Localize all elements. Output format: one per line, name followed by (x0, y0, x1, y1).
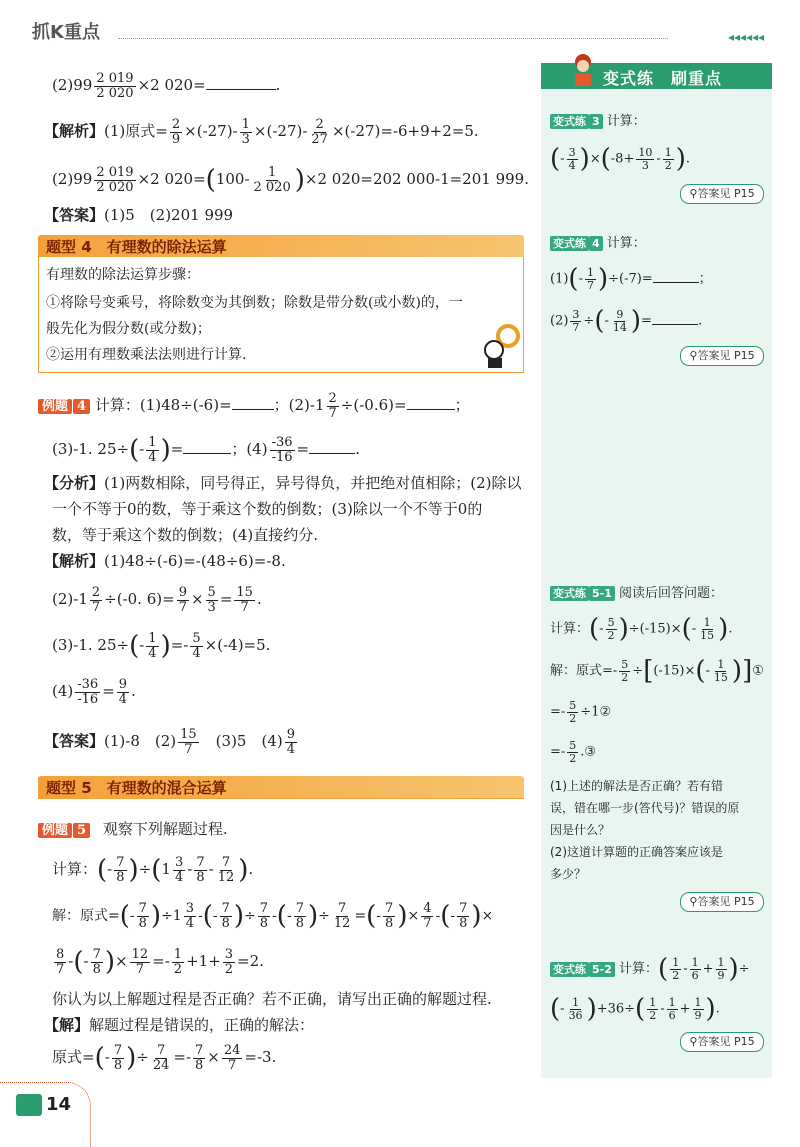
example-5-calc: 计算：(- $\frac{7}{8}$ )÷(1 $\frac{3}{4}$ - $\frac{7}{8}$ - $\frac{7}{12}$ ). (52, 855, 254, 886)
solution-4-line-4: (4) $\frac{-36}{-16}$ = $\frac{9}{4}$ . (52, 677, 136, 707)
sidebar-panel (541, 63, 772, 1078)
answer-4: 【答案】(1)-8 (2) $\frac{15}{7}$ (3)5 (4) $\frac{9}{4}$ (44, 727, 295, 757)
solution-1: 【解析】(1)原式= $\frac{2}{9}$ ×(-27)- $\frac{1}{3}$ ×(-27)- $\frac{2}{27}$ ×(-27)=-6+9+2=5. (44, 117, 479, 147)
variant-5-1-q5: 多少？ (550, 867, 587, 881)
variant-5-2-line-1: 变式练 5-2 计算：( $\frac{1}{2}$ - $\frac{1}{6}$ + $\frac{1}{9}$ )÷ (550, 956, 750, 982)
example-4-line-2: (3)-1. 25÷(- $\frac{1}{4}$ )= ；(4) $\frac{-36}{-16}$ = . (52, 435, 360, 466)
variant-4-line-1: (1)(- $\frac{1}{7}$ )÷(-7)= ； (550, 264, 712, 294)
variant-3-title: 变式练 3 计算： (550, 112, 646, 132)
type-5-banner: 题型 5 有理数的混合运算 (38, 776, 524, 798)
answer-link-v51[interactable]: ⚲答案见 P15 (680, 892, 764, 912)
type-4-line-3: 般先化为假分数(或分数)； (46, 321, 211, 337)
variant-5-1-q3: 因是什么？ (550, 823, 611, 837)
example-5-title: 例题 5 观察下列解题过程. (38, 818, 228, 842)
type-4-line-1: 有理数的除法运算步骤： (46, 267, 200, 283)
solution-2: (2)99 $\frac{2 019}{2 020}$ ×2 020=(100- $\frac{1}{2 020}$ )×2 020=202 000-1=201 999. (52, 165, 529, 196)
example-4-line-1: 例题 4 计算：(1)48÷(-6)= ；(2)-1 $\frac{2}{7}$ ÷(-0.6)= ； (38, 392, 470, 420)
question-2: (2)99 $\frac{2 019}{2 020}$ ×2 020= . (52, 71, 281, 101)
variant-4-title: 变式练 4 计算： (550, 234, 646, 254)
solution-4-line-1: 【解析】(1)48÷(-6)=-(48÷6)=-8. (44, 552, 286, 570)
example-5-solution-line-1: 解：原式=(- $\frac{7}{8}$ )÷1 $\frac{3}{4}$ -(- $\frac{7}{8}$ )÷ $\frac{7}{8}$ -(- $\frac{7}{8}$ )÷ $\frac{7}{12}$ =(- $\frac{7}{8}$ )× $\frac{4}{7}$ -(- $\frac{7}{8}$ )× (52, 901, 494, 932)
example-5-answer-intro: 【解】解题过程是错误的，正确的解法： (44, 1016, 315, 1034)
header-logo: 抓K重点 (32, 22, 100, 43)
variant-5-1-q4: (2)这道计算题的正确答案应该是 (550, 845, 723, 859)
variant-5-2-line-2: (- $\frac{1}{36}$ )+36÷( $\frac{1}{2}$ - $\frac{1}{6}$ + $\frac{1}{9}$ ). (550, 994, 720, 1024)
page-number: 14 (46, 1094, 72, 1115)
variant-4-line-2: (2) $\frac{3}{7}$ ÷(- $\frac{9}{14}$ )= . (550, 306, 703, 336)
key-icon: ⚲ (689, 895, 698, 908)
variant-5-1-q2: 误，错在哪一步(答代号)？错误的原 (550, 801, 740, 815)
variant-5-1-title: 变式练 5-1 阅读后回答问题： (550, 584, 723, 604)
variant-5-1-step-3: =- $\frac{5}{2}$ .③ (550, 739, 597, 765)
key-icon: ⚲ (689, 187, 698, 200)
solution-4-line-3: (3)-1. 25÷(- $\frac{1}{4}$ )=- $\frac{5}{4}$ ×(-4)=5. (52, 631, 271, 662)
variant-5-1-step-2: =- $\frac{5}{2}$ ÷1② (550, 699, 612, 725)
example-5-solution-line-2: $\frac{8}{7}$ -(- $\frac{7}{8}$ )× $\frac{12}{7}$ =- $\frac{1}{2}$ +1+ $\frac{3}{2}$ =2. (56, 947, 264, 978)
analysis-4-line-1: 【分析】(1)两数相除，同号得正，异号得负，并把绝对值相除；(2)除以 (44, 474, 522, 492)
analysis-4-line-3: 数，等于乘这个数的倒数；(4)直接约分. (52, 526, 319, 544)
type-4-line-2: ①将除号变乘号，将除数变为其倒数；除数是带分数(或小数)的，一 (46, 295, 463, 311)
key-icon: ⚲ (689, 1035, 698, 1048)
sidebar-header: 变式练 刷重点 (541, 63, 772, 89)
mascot-icon (566, 52, 600, 92)
page-logo-icon (16, 1094, 42, 1116)
variant-5-1-calc: 计算：(- $\frac{5}{2}$ )÷(-15)×(- $\frac{1}{15}$ ). (550, 614, 733, 644)
type-4-line-4: ②运用有理数乘法法则进行计算. (46, 347, 247, 363)
solution-4-line-2: (2)-1 $\frac{2}{7}$ ÷(-0. 6)= $\frac{9}{7}$ × $\frac{5}{3}$ = $\frac{15}{7}$ . (52, 585, 262, 615)
type-4-banner: 题型 4 有理数的除法运算 (38, 235, 524, 257)
type-5-underline (38, 798, 524, 799)
analysis-4-line-2: 一个不等于0的数，等于乘这个数的倒数；(3)除以一个不等于0的 (52, 500, 483, 518)
variant-5-1-solution: 解：原式=- $\frac{5}{2}$ ÷[(-15)×(- $\frac{1}{15}$ )]① (550, 656, 764, 686)
example-5-question: 你认为以上解题过程是否正确？若不正确，请写出正确的解题过程. (52, 990, 492, 1008)
variant-3-expr: (- $\frac{3}{4}$ )×(-8+ $\frac{10}{3}$ - $\frac{1}{2}$ ). (550, 144, 691, 174)
answer-1: 【答案】(1)5 (2)201 999 (44, 206, 234, 224)
header-arrows: ◂◂◂◂◂◂ (728, 30, 765, 44)
answer-link-v4[interactable]: ⚲答案见 P15 (680, 346, 764, 366)
key-icon: ⚲ (689, 349, 698, 362)
variant-5-1-q1: (1)上述的解法是否正确？若有错 (550, 779, 723, 793)
magnifier-mascot-icon (478, 322, 522, 374)
header-dotted-line (118, 38, 668, 39)
answer-link-v3[interactable]: ⚲答案见 P15 (680, 184, 764, 204)
answer-link-v52[interactable]: ⚲答案见 P15 (680, 1032, 764, 1052)
example-5-final: 原式=(- $\frac{7}{8}$ )÷ $\frac{7}{24}$ =- $\frac{7}{8}$ × $\frac{24}{7}$ =-3. (52, 1043, 277, 1074)
